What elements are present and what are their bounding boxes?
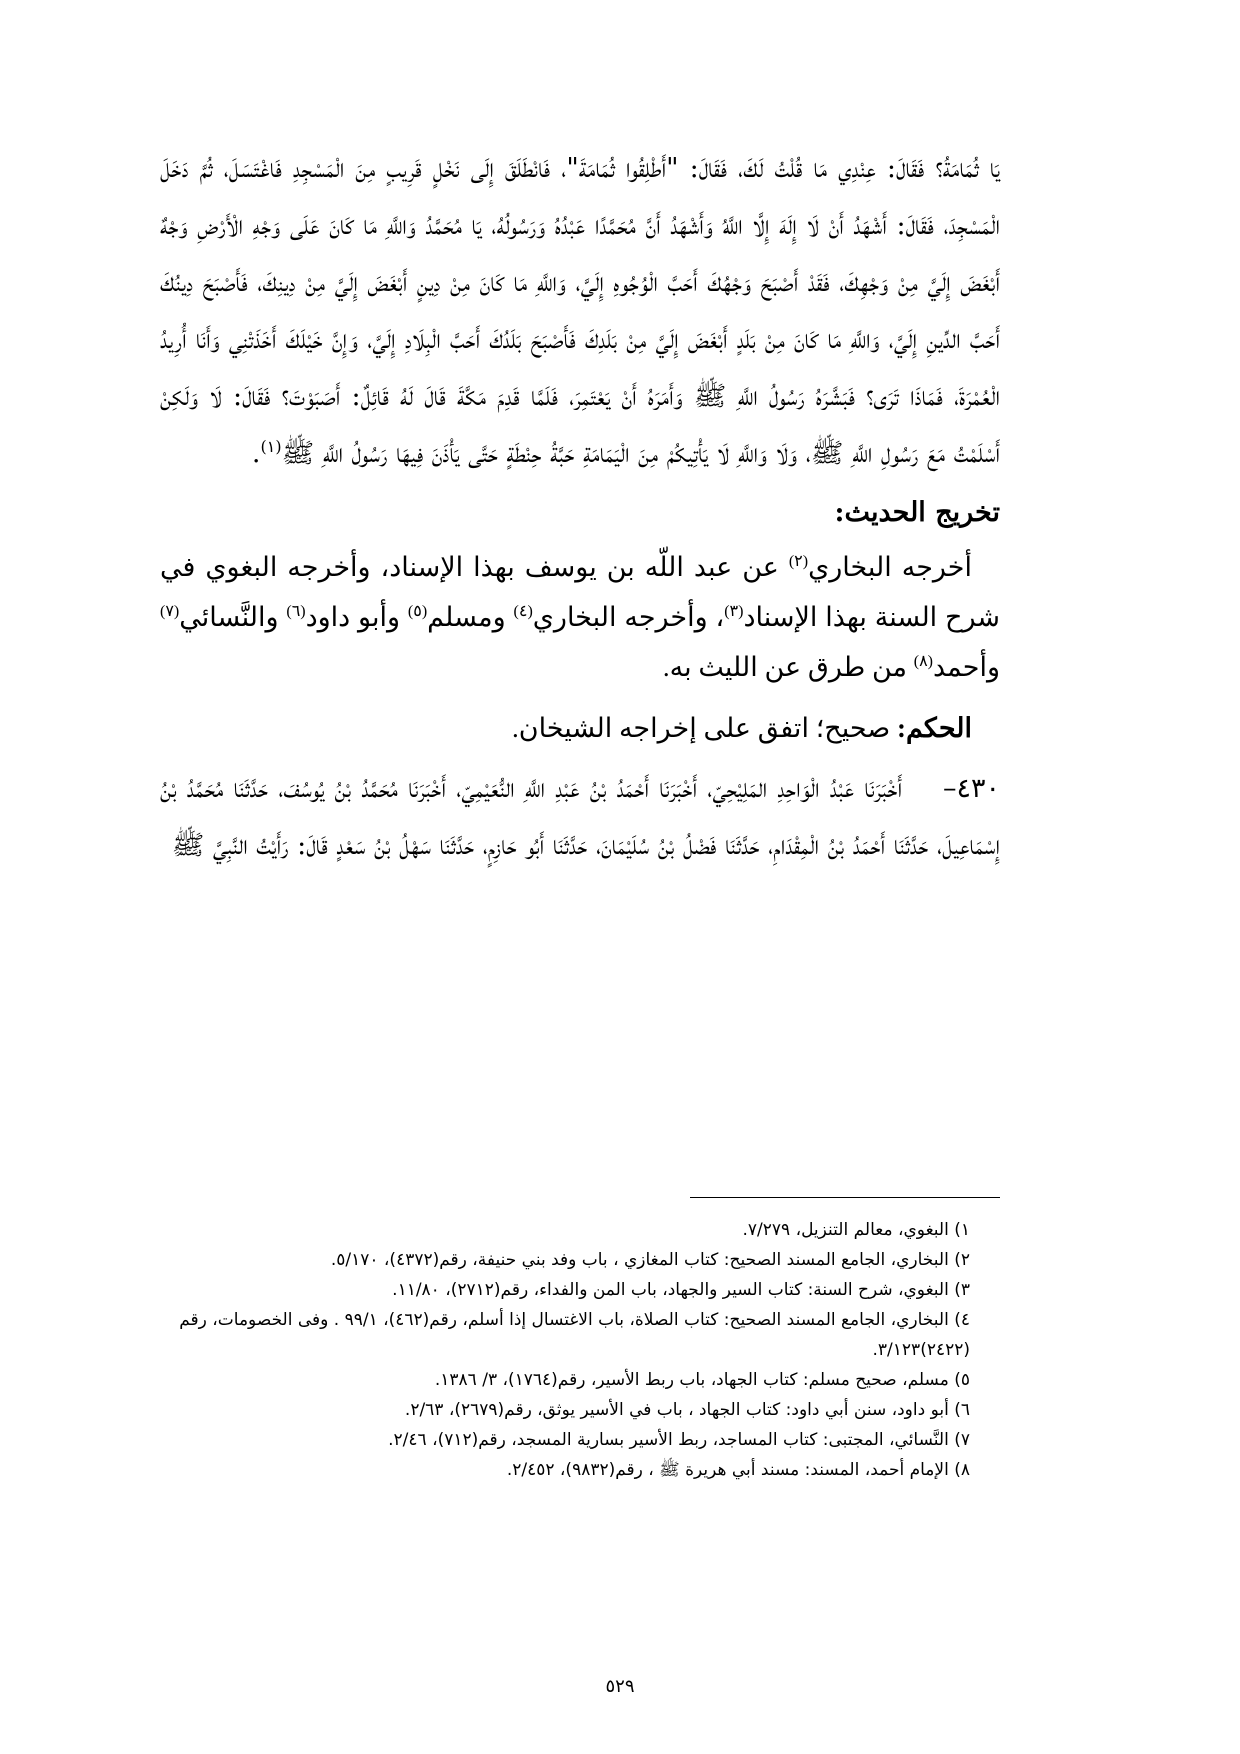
- footnote-ref-5[interactable]: (٥): [407, 603, 428, 620]
- main-text: [160, 140, 1000, 874]
- footnote-ref-6[interactable]: (٦): [286, 603, 306, 620]
- footnote-6: ٦) أبو داود، سنن أبي داود: كتاب الجهاد ، باب في الأسير يوثق، رقم(٢٦٧٩)، ٢/٦٣.: [404, 1400, 970, 1420]
- hadith-continuation-text: يَا ثُمَامَةُ؟ فَقَالَ: عِنْدِي مَا قُلْتُ لَكَ، فَقَالَ: "أَطْلِقُوا ثُمَامَةَ"، فَانْطَلَقَ إِلَى نَخْلٍ قَرِيبٍ مِنَ الْمَسْجِدِ فَاغْتَسَلَ، ثُمَّ دَخَلَ الْمَسْجِدَ، فَقَالَ: أَشْهَدُ أَنْ لَا إِلَهَ إِلَّا اللَّهُ وَأَشْهَدُ أَنَّ مُحَمَّدًا عَبْدُهُ وَرَسُولُهُ، يَا مُحَمَّدُ وَاللَّهِ مَا كَانَ عَلَى وَجْهِ الْأَرْضِ وَجْهٌ أَبْغَضَ إِلَيَّ مِنْ وَجْهِكَ، فَقَدْ أَصْبَحَ وَجْهُكَ أَحَبَّ الْوُجُوهِ إِلَيَّ، وَاللَّهِ مَا كَانَ مِنْ دِينٍ أَبْغَضَ إِلَيَّ مِنْ دِينِكَ، فَأَصْبَحَ دِينُكَ أَحَبَّ الدِّينِ إِلَيَّ، وَاللَّهِ مَا كَانَ مِنْ بَلَدٍ أَبْغَضَ إِلَيَّ مِنْ بَلَدِكَ فَأَصْبَحَ بَلَدُكَ أَحَبَّ الْبِلَادِ إِلَيَّ، وَإِنَّ خَيْلَكَ أَخَذَتْنِي وَأَنَا أُرِيدُ الْعُمْرَةَ، فَمَاذَا تَرَى؟ فَبَشَّرَهُ رَسُولُ اللَّهِ ﷺ وَأَمَرَهُ أَنْ يَعْتَمِرَ، فَلَمَّا قَدِمَ مَكَّةَ قَالَ لَهُ قَائِلٌ: أَصَبَوْتَ؟ فَقَالَ: لَا وَلَكِنْ أَسْلَمْتُ مَعَ رَسُولِ اللَّهِ ﷺ، وَلَا وَاللَّهِ لَا يَأْتِيكُمْ مِنَ الْيَمَامَةِ حَبَّةُ حِنْطَةٍ حَتَّى يَأْذَنَ فِيهَا رَسُولُ اللَّهِ ﷺ: [160, 153, 1000, 469]
- hadith-430-text: أَخْبَرَنَا عَبْدُ الْوَاحِدِ المَلِيْحِيّ، أَخْبَرَنَا أَحْمَدُ بْنُ عَبْدِ اللَّهِ النُّعَيْمِيّ، أَخْبَرَنَا مُحَمَّدُ بْنُ يُوسُفَ، حَدَّثَنَا مُحَمَّدُ بْنُ إِسْمَاعِيلَ، حَدَّثَنَا أَحْمَدُ بْنُ الْمِقْدَامِ، حَدَّثَنَا فَضْلُ بْنُ سُلَيْمَانَ، حَدَّثَنَا أَبُو حَازِمٍ، حَدَّثَنَا سَهْلُ بْنُ سَعْدٍ قَالَ: رَأَيْتُ النَّبِيَّ ﷺ: [160, 773, 1000, 861]
- hadith-430: [160, 760, 1000, 874]
- page-number: ٥٢٩: [605, 1676, 635, 1697]
- takhrij-text: من طرق عن الليث به.: [662, 652, 914, 682]
- footnote-7: ٧) النَّسائي، المجتبى: كتاب المساجد، ربط الأسير بسارية المسجد، رقم(٧١٢)، ٢/٤٦.: [388, 1430, 970, 1450]
- footnote-ref-1[interactable]: (١): [260, 437, 282, 456]
- hukm-label: الحكم:: [896, 713, 972, 743]
- footnote-5: ٥) مسلم، صحيح مسلم: كتاب الجهاد، باب ربط الأسير، رقم(١٧٦٤)، ٣/ ١٣٨٦.: [434, 1370, 970, 1390]
- takhrij-text: وأبو داود: [305, 602, 408, 632]
- takhrij-text: والنَّسائي: [179, 602, 287, 632]
- footnote-3: ٣) البغوي، شرح السنة: كتاب السير والجهاد، باب المن والفداء، رقم(٢٧١٢)، ١١/٨٠.: [392, 1280, 970, 1300]
- footnotes: [160, 1215, 1000, 1485]
- takhrij-text: ومسلم: [427, 602, 514, 632]
- hadith-continuation: [160, 140, 1000, 482]
- footnote-ref-7[interactable]: (٧): [160, 603, 180, 620]
- takhrij-text: وأحمد: [932, 652, 1000, 682]
- hukm-text: صحيح؛ اتفق على إخراجه الشيخان.: [512, 713, 897, 743]
- takhrij-title: تخريج الحديث:: [834, 497, 1000, 528]
- footnote-8: ٨) الإمام أحمد، المسند: مسند أبي هريرة ﷺ ، رقم(٩٨٣٢)، ٢/٤٥٢.: [506, 1460, 970, 1480]
- footnote-ref-4[interactable]: (٤): [513, 603, 533, 620]
- takhrij-text: ، وأخرجه البخاري: [532, 602, 725, 632]
- footnote-ref-8[interactable]: (٨): [913, 653, 933, 670]
- takhrij-paragraph: [160, 542, 1000, 692]
- takhrij-text: عن عبد اللّه بن يوسف بهذا الإسناد، وأخرجه البغوي في شرح السنة بهذا الإسناد: [160, 552, 1000, 632]
- footnote-divider: [690, 1197, 1000, 1198]
- footnote-ref-2[interactable]: (٢): [788, 553, 809, 570]
- footnote-ref-3[interactable]: (٣): [724, 603, 744, 620]
- footnote-1: ١) البغوي، معالم التنزيل، ٧/٢٧٩.: [742, 1220, 970, 1240]
- footnote-4: ٤) البخاري، الجامع المسند الصحيح: كتاب الصلاة، باب الاغتسال إذا أسلم، رقم(٤٦٢)، ٩٩/١ . وفى الخصومات، رقم (٢٤٢٢)٣/١٢٣.: [179, 1310, 970, 1360]
- hadith-end-punct: .: [251, 438, 261, 469]
- takhrij-text: أخرجه البخاري: [808, 552, 972, 582]
- hadith-number: ٤٣٠–: [942, 773, 1000, 804]
- footnote-2: ٢) البخاري، الجامع المسند الصحيح: كتاب المغازي ، باب وفد بني حنيفة، رقم(٤٣٧٢)، ٥/١٧٠.: [330, 1250, 970, 1270]
- hukm-line: [160, 702, 1000, 754]
